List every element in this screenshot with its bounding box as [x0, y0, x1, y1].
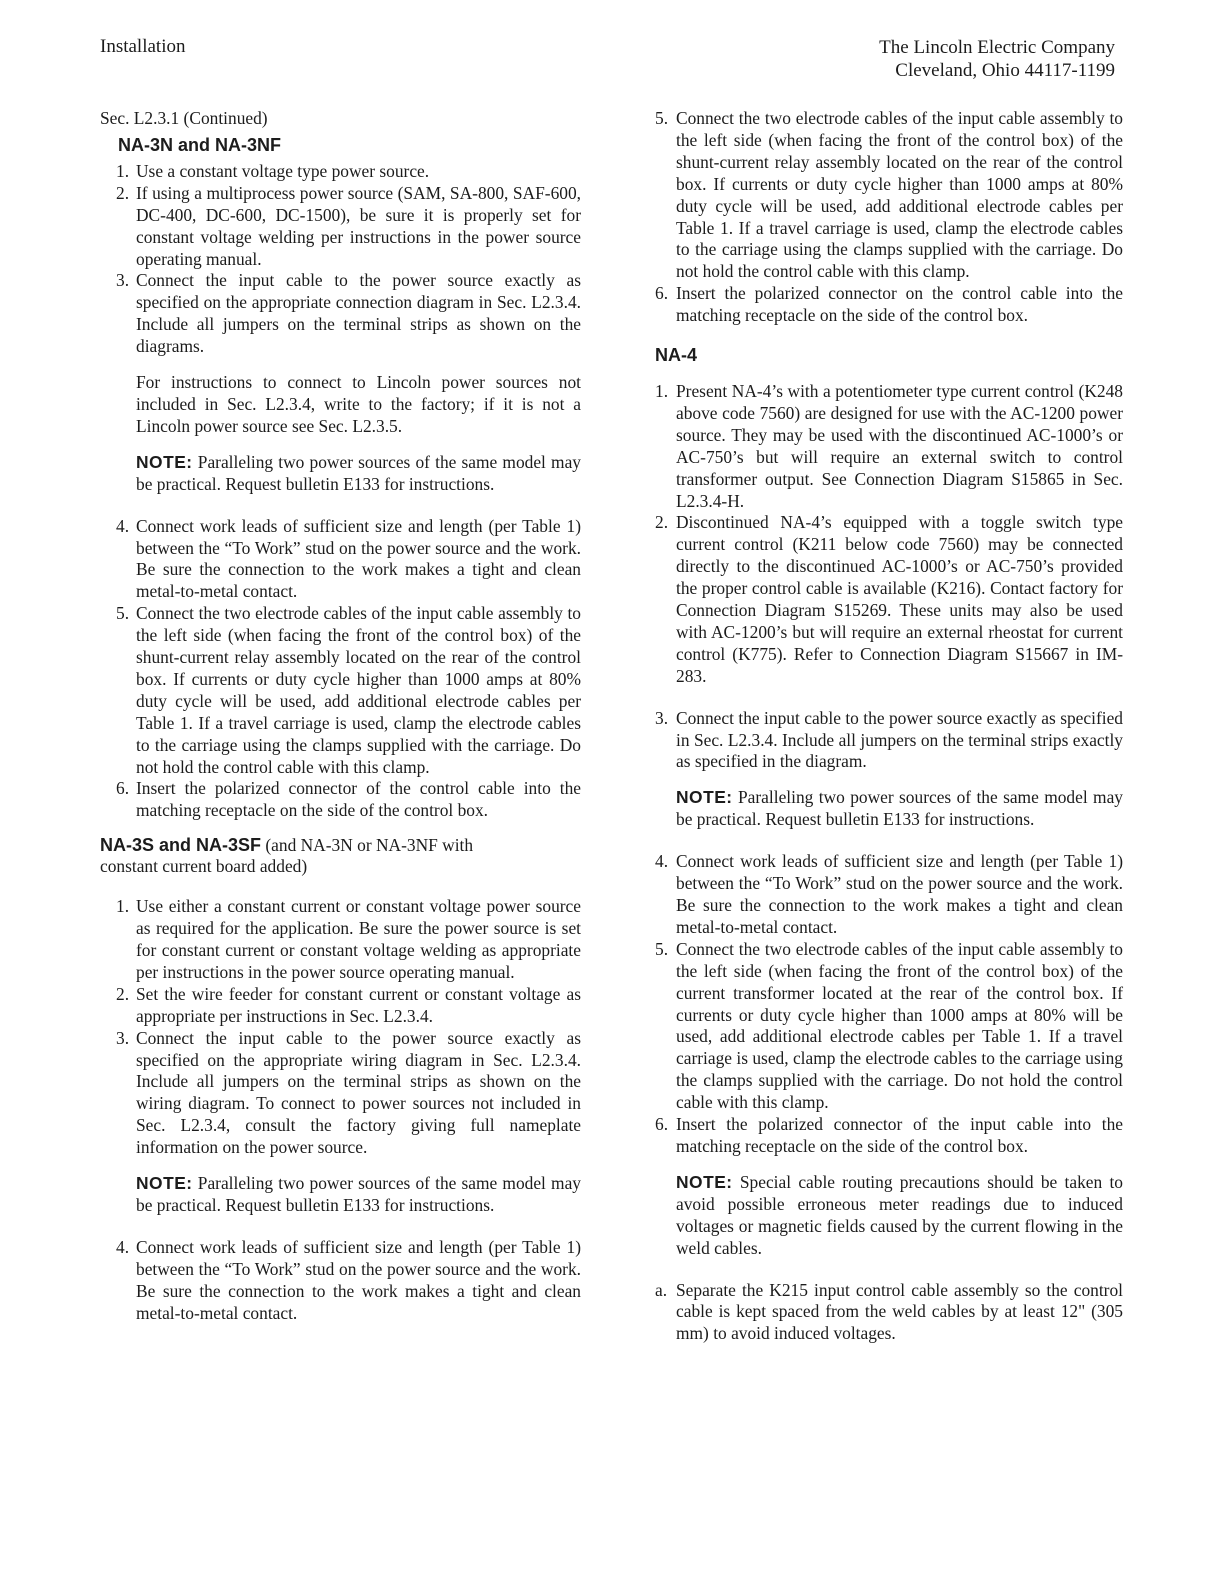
note-text: Paralleling two power sources of the same model may be practical. Request bulletin E133 for instructions.	[136, 451, 581, 494]
note-text: Special cable routing precautions should be taken to avoid possible erroneous meter readings due to induced voltages or magnetic fields caused by the current flowing in the weld cables.	[676, 1171, 1123, 1258]
list-item-text: Discontinued NA-4’s equipped with a toggle switch type current control (K211 below code 7560) may be connected directly to the discontinued AC-1000’s or AC-750’s provided the proper control cable is available (K216). Contact factory for Connection Diagram S15269. These units may also be used with AC-1200’s but will require an external rheostat for current control (K775). Refer to Connection Diagram S15667 in IM-283.	[676, 512, 1123, 686]
list-item-text: Set the wire feeder for constant current or constant voltage as appropriate per instructions in Sec. L2.3.4.	[136, 983, 581, 1026]
list-item-number: a.	[655, 1279, 668, 1300]
list-item-number: 3.	[655, 707, 669, 728]
right-column	[655, 108, 1123, 1345]
list-item-number: 6.	[116, 778, 130, 799]
list-item	[655, 512, 1123, 687]
list-item-number: 5.	[655, 108, 669, 128]
company-city: Cleveland, Ohio 44117-1199	[895, 60, 1115, 81]
left-column	[100, 108, 581, 1325]
list-item-text: Connect the two electrode cables of the input cable assembly to the left side (when facing the front of the control box) of the shunt-current relay assembly located on the rear of the control box. If currents or duty cycle higher than 1000 amps at 80% duty cycle will be used, add additional electrode cables per Table 1. If a travel carriage is used, clamp the electrode cables to the carriage using the clamps supplied with the carriage. Do not hold the control cable with this clamp.	[676, 108, 1123, 282]
list-item-text: Present NA-4’s with a potentiometer type current control (K248 above code 7560) are designed for use with the AC-1200 power source. They may be used with the discontinued AC-1000’s or AC-750’s but will require an external switch to control transformer output. See Connection Diagram S15865 in Sec. L2.3.4-H.	[676, 380, 1123, 511]
list-item	[655, 108, 1123, 283]
list-item-text: Insert the polarized connector of the control cable into the matching receptacle on the side of the control box.	[136, 778, 581, 821]
heading-na3s-line2: constant current board added)	[100, 856, 308, 877]
section-label: Sec. L2.3.1 (Continued)	[100, 108, 268, 128]
list-item	[100, 161, 581, 183]
list-item-text: Connect the input cable to the power source exactly as specified in Sec. L2.3.4. Include all jumpers on the terminal strips exactly as specified in the diagram.	[676, 707, 1123, 772]
company-name: The Lincoln Electric Company	[879, 37, 1115, 58]
note-paralleling	[136, 452, 581, 496]
list-item-text: If using a multiprocess power source (SAM, SA-800, SAF-600, DC-400, DC-600, DC-1500), be sure it is properly set for constant voltage welding per instructions in the power source operating manual.	[136, 182, 581, 269]
list-item	[100, 896, 581, 984]
list-item-number: 1.	[116, 160, 130, 181]
list-na3s-steps-5-6	[655, 108, 1123, 327]
list-item	[100, 603, 581, 778]
list-item-text: Connect work leads of sufficient size and length (per Table 1) between the “To Work” stud on the power source and the work. Be sure the connection to the work makes a tight and clean metal-to-metal contact.	[676, 851, 1123, 937]
list-item	[655, 283, 1123, 327]
heading-na3s-bold: NA-3S and NA-3SF	[100, 835, 262, 856]
heading-na4: NA-4	[655, 345, 698, 366]
list-item-number: 4.	[116, 1236, 130, 1257]
list-cable-routing-steps	[655, 1280, 1123, 1346]
list-item-number: 1.	[116, 896, 130, 917]
list-na4-step-3	[655, 708, 1123, 774]
note-label: NOTE:	[676, 1171, 733, 1192]
header-company	[700, 36, 1115, 82]
note-label: NOTE:	[136, 451, 193, 472]
list-item	[655, 939, 1123, 1114]
list-item-number: 6.	[655, 1114, 669, 1135]
note-text: Paralleling two power sources of the same model may be practical. Request bulletin E133 for instructions.	[676, 787, 1123, 830]
heading-na3s-rest: (and NA-3N or NA-3NF with	[265, 835, 474, 856]
list-item-number: 3.	[116, 1027, 130, 1048]
list-item	[655, 1114, 1123, 1158]
paragraph-instructions: For instructions to connect to Lincoln power sources not included in Sec. L2.3.4, write to the factory; if it is not a Lincoln power source see Sec. L2.3.5.	[136, 372, 581, 436]
note-label: NOTE:	[676, 787, 733, 808]
list-item-number: 6.	[655, 283, 669, 304]
note-text: Paralleling two power sources of the same model may be practical. Request bulletin E133 for instructions.	[136, 1173, 581, 1215]
list-item-text: Insert the polarized connector on the control cable into the matching receptacle on the side of the control box.	[676, 283, 1123, 326]
list-item	[100, 778, 581, 822]
list-item-text: Separate the K215 input control cable assembly so the control cable is kept spaced from the weld cables by at least 12" (305 mm) to avoid induced voltages.	[676, 1279, 1123, 1344]
list-item-number: 5.	[655, 938, 669, 959]
list-item-number: 4.	[655, 851, 669, 872]
list-item	[100, 1237, 581, 1325]
list-item-text: Connect the two electrode cables of the input cable assembly to the left side (when facing the front of the control box) of the shunt-current relay assembly located on the rear of the control box. If currents or duty cycle higher than 1000 amps at 80% duty cycle will be used, add additional electrode cables per Table 1. If a travel carriage is used, clamp the electrode cables to the carriage using the clamps supplied with the carriage. Do not hold the control cable with this clamp.	[136, 603, 581, 777]
list-item-number: 1.	[655, 380, 669, 401]
note-cable-routing	[676, 1172, 1123, 1260]
list-item-number: 2.	[116, 983, 130, 1004]
heading-na3n: NA-3N and NA-3NF	[118, 134, 282, 155]
list-item	[100, 183, 581, 271]
list-item-text: Connect the input cable to the power source exactly as specified on the appropriate connection diagram in Sec. L2.3.4. Include all jumpers on the terminal strips as shown on the diagrams.	[136, 270, 581, 357]
list-item	[100, 270, 581, 358]
list-item	[655, 1280, 1123, 1346]
list-item-text: Use either a constant current or constant voltage power source as required for the application. Be sure the power source is set for constant current or constant voltage welding as appropriate per instructions in the power source operating manual.	[136, 896, 581, 982]
list-na3n-steps	[100, 161, 581, 358]
list-na4-steps	[655, 381, 1123, 688]
note-label: NOTE:	[136, 1173, 193, 1194]
list-item-text: Connect the input cable to the power source exactly as specified on the appropriate wiring diagram in Sec. L2.3.4. Include all jumpers on the terminal strips as shown on the wiring diagram. To connect to power sources not included in Sec. L2.3.4, consult the factory giving full nameplate information on the power source.	[136, 1027, 581, 1158]
list-item-text: Connect work leads of sufficient size and length (per Table 1) between the “To Work” stud on the power source and the work. Be sure the connection to the work makes a tight and clean metal-to-metal contact.	[136, 1236, 581, 1323]
list-item-number: 3.	[116, 270, 130, 291]
list-item	[655, 851, 1123, 939]
list-na4-steps-continued	[655, 851, 1123, 1158]
list-na3s-steps	[100, 896, 581, 1159]
list-item	[100, 516, 581, 604]
list-item	[655, 381, 1123, 512]
list-item-text: Connect the two electrode cables of the input cable assembly to the left side (when facing the front of the control box) of the current transformer located at the rear of the control box. If currents or duty cycle higher than 1000 amps at 80% will be used, add additional electrode cables per Table 1. If a travel carriage is used, clamp the electrode cables to the carriage using the clamps supplied with the carriage. Do not hold the control cable with this clamp.	[676, 938, 1123, 1113]
header-section-title: Installation	[100, 36, 186, 57]
list-item-number: 4.	[116, 515, 130, 536]
list-item-number: 2.	[116, 182, 130, 203]
note-paralleling-na4	[676, 787, 1123, 831]
list-item-number: 5.	[116, 603, 130, 624]
heading-na3s	[100, 834, 581, 856]
list-item-text: Use a constant voltage type power source.	[136, 160, 430, 181]
list-item	[100, 1028, 581, 1159]
list-na3n-steps-continued	[100, 516, 581, 823]
note-paralleling-2	[136, 1173, 581, 1217]
list-item-text: Insert the polarized connector of the input cable into the matching receptacle on the side of the control box.	[676, 1114, 1123, 1156]
list-item-text: Connect work leads of sufficient size and length (per Table 1) between the “To Work” stud on the power source and the work. Be sure the connection to the work makes a tight and clean metal-to-metal contact.	[136, 515, 581, 602]
list-item-number: 2.	[655, 512, 669, 533]
list-item	[100, 984, 581, 1028]
list-item	[655, 708, 1123, 774]
list-na3s-steps-continued	[100, 1237, 581, 1325]
